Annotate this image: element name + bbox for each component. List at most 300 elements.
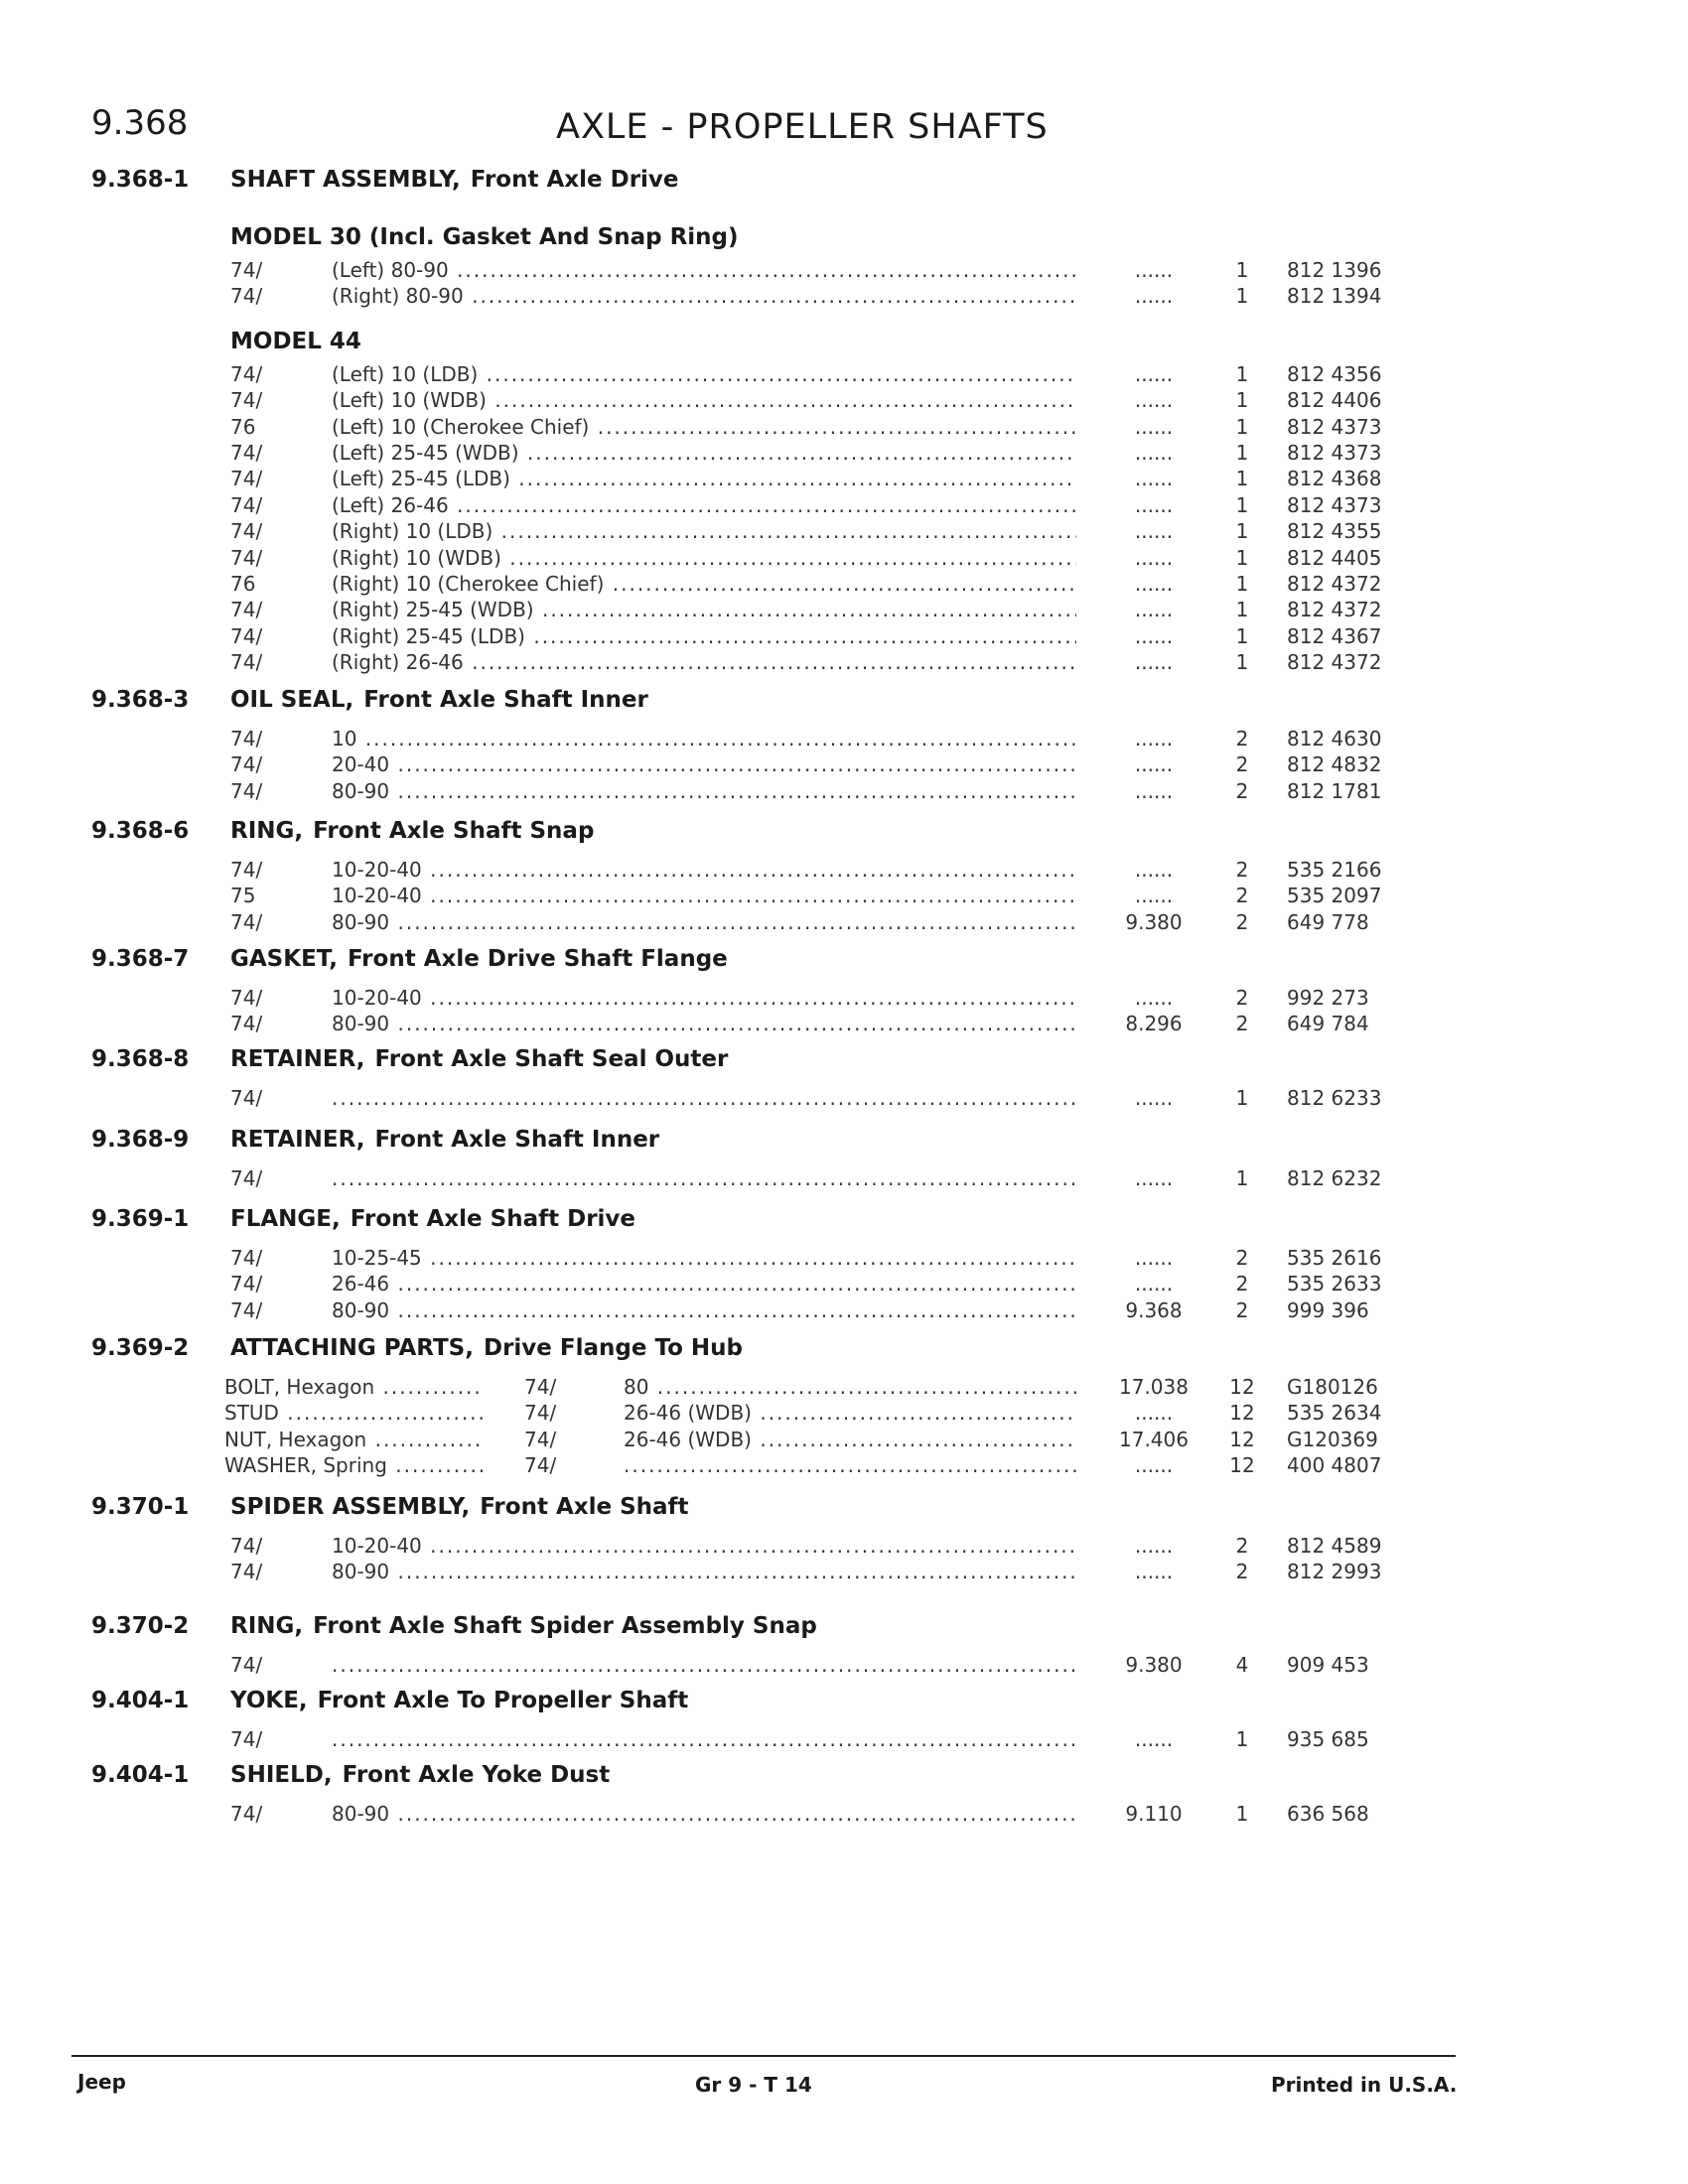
part-description: 10-20-40 ..... — [332, 884, 1076, 907]
part-reference: ...... — [1134, 1560, 1174, 1584]
section-header — [0, 946, 1688, 986]
part-row — [0, 986, 1688, 1012]
section-subtitle: Front Axle Yoke Dust — [342, 1762, 611, 1788]
part-row — [0, 1727, 1688, 1753]
part-reference: ...... — [1134, 258, 1174, 282]
part-number: 812 4589 — [1287, 1534, 1382, 1558]
part-row — [0, 1428, 1688, 1453]
part-reference: ...... — [1134, 284, 1174, 309]
section-name: FLANGE, — [230, 1206, 341, 1232]
part-row — [0, 1086, 1688, 1112]
part-reference: 17.038 — [1119, 1375, 1189, 1399]
footer-group-code: Gr 9 - T 14 — [695, 2073, 812, 2097]
part-name: BOLT, Hexagon ..... — [224, 1375, 483, 1399]
part-reference: 8.296 — [1125, 1012, 1183, 1036]
part-row — [0, 1246, 1688, 1272]
part-description: (Left) 25-45 (LDB) ..... — [332, 467, 1076, 490]
part-year: 74/ — [230, 467, 263, 491]
part-number: 812 6232 — [1287, 1166, 1382, 1190]
part-row — [0, 415, 1688, 441]
part-row — [0, 1453, 1688, 1479]
part-quantity: 4 — [1235, 1653, 1249, 1677]
part-row — [0, 1802, 1688, 1828]
part-row — [0, 624, 1688, 650]
part-number: 812 4406 — [1287, 388, 1382, 413]
part-number: 812 4367 — [1287, 623, 1382, 648]
section-title — [230, 1046, 728, 1072]
part-year: 74/ — [230, 388, 263, 413]
parts-section — [0, 1613, 1688, 1679]
part-quantity: 2 — [1235, 1297, 1249, 1322]
part-number: 812 4373 — [1287, 440, 1382, 465]
part-reference: ...... — [1134, 1086, 1174, 1110]
parts-section — [0, 1046, 1688, 1112]
part-row — [0, 858, 1688, 884]
part-number: 535 2633 — [1287, 1272, 1382, 1297]
section-name: SHAFT ASSEMBLY, — [230, 167, 461, 193]
part-reference: ...... — [1134, 414, 1174, 439]
part-reference: ...... — [1134, 650, 1174, 675]
part-number: 812 4368 — [1287, 467, 1382, 491]
part-description: 10-20-40 ..... — [332, 858, 1076, 882]
parts-section — [0, 818, 1688, 936]
part-year: 74/ — [230, 361, 263, 386]
part-reference: ...... — [1134, 361, 1174, 386]
section-header — [0, 167, 1688, 206]
part-reference: ...... — [1134, 598, 1174, 622]
part-number: 812 4373 — [1287, 414, 1382, 439]
part-row — [0, 1560, 1688, 1585]
part-number: 812 2993 — [1287, 1560, 1382, 1584]
part-quantity: 1 — [1235, 440, 1249, 465]
section-code: 9.368-1 — [91, 167, 190, 193]
part-quantity: 12 — [1229, 1453, 1255, 1478]
part-reference: ...... — [1134, 1166, 1174, 1190]
part-quantity: 1 — [1235, 258, 1249, 282]
part-description: (Left) 10 (Cherokee Chief) ..... — [332, 415, 1076, 439]
part-row — [0, 519, 1688, 545]
part-row — [0, 727, 1688, 752]
part-year: 74/ — [230, 858, 263, 882]
part-quantity: 1 — [1235, 650, 1249, 675]
section-title — [230, 1762, 610, 1788]
part-row — [0, 910, 1688, 936]
part-year: 74/ — [230, 440, 263, 465]
model-heading — [0, 224, 1688, 258]
part-year: 74/ — [230, 1086, 263, 1110]
page-title: AXLE - PROPELLER SHAFTS — [556, 107, 1049, 147]
section-subtitle: Front Axle Shaft Inner — [374, 1127, 660, 1153]
part-description: 80-90 ..... — [332, 1298, 1076, 1322]
part-number: 812 4372 — [1287, 571, 1382, 596]
part-number: 535 2166 — [1287, 858, 1382, 882]
part-description: (Right) 10 (Cherokee Chief) ..... — [332, 572, 1076, 596]
section-name: OIL SEAL, — [230, 687, 354, 713]
part-description: 80-90 ..... — [332, 1012, 1076, 1035]
part-description: 26-46 (WDB) ..... — [624, 1428, 1076, 1451]
part-description — [332, 1727, 1076, 1751]
part-description: (Right) 10 (WDB) ..... — [332, 546, 1076, 570]
part-quantity: 1 — [1235, 388, 1249, 413]
section-subtitle: Front Axle Shaft Inner — [363, 687, 648, 713]
parts-section — [0, 1127, 1688, 1192]
part-number: 812 1396 — [1287, 258, 1382, 282]
part-description: (Left) 10 (LDB) ..... — [332, 362, 1076, 386]
part-number: 636 568 — [1287, 1802, 1369, 1826]
part-reference: ...... — [1134, 492, 1174, 517]
part-quantity: 1 — [1235, 1166, 1249, 1190]
part-year: 74/ — [230, 284, 263, 309]
part-reference: ...... — [1134, 1727, 1174, 1751]
section-title — [230, 818, 594, 844]
part-description: 80-90 ..... — [332, 779, 1076, 803]
part-quantity: 1 — [1235, 492, 1249, 517]
section-header — [0, 687, 1688, 727]
section-title — [230, 1127, 659, 1153]
part-row — [0, 650, 1688, 676]
section-subtitle: Front Axle Shaft Seal Outer — [374, 1046, 729, 1072]
section-code: 9.368-9 — [91, 1127, 190, 1153]
section-header — [0, 1688, 1688, 1727]
section-title — [230, 1206, 635, 1232]
part-reference: ...... — [1134, 571, 1174, 596]
part-quantity: 2 — [1235, 1534, 1249, 1558]
part-quantity: 2 — [1235, 1272, 1249, 1297]
section-code: 9.370-1 — [91, 1494, 190, 1520]
part-description — [332, 1086, 1076, 1110]
part-year: 74/ — [230, 545, 263, 570]
part-year: 74/ — [230, 1012, 263, 1036]
part-row — [0, 752, 1688, 778]
part-description — [332, 1166, 1076, 1190]
part-description: 10-20-40 ..... — [332, 1534, 1076, 1558]
part-description: (Left) 80-90 ..... — [332, 258, 1076, 282]
section-name: SHIELD, — [230, 1762, 333, 1788]
parts-section — [0, 1206, 1688, 1324]
part-number: 535 2616 — [1287, 1246, 1382, 1270]
part-description: 80-90 ..... — [332, 1802, 1076, 1826]
part-reference: ...... — [1134, 884, 1174, 908]
part-reference: ...... — [1134, 778, 1174, 803]
part-description: 10 ..... — [332, 727, 1076, 751]
part-reference: 9.110 — [1125, 1802, 1183, 1826]
section-title — [230, 1688, 688, 1713]
part-number: G120369 — [1287, 1427, 1378, 1451]
section-code: 9.404-1 — [91, 1688, 190, 1713]
section-header — [0, 1762, 1688, 1802]
part-year: 74/ — [230, 1297, 263, 1322]
section-header — [0, 1613, 1688, 1653]
parts-section — [0, 167, 1688, 676]
part-reference: ...... — [1134, 727, 1174, 751]
part-year: 76 — [230, 414, 256, 439]
part-year: 74/ — [230, 1653, 263, 1677]
part-reference: ...... — [1134, 440, 1174, 465]
part-quantity: 1 — [1235, 467, 1249, 491]
part-quantity: 2 — [1235, 778, 1249, 803]
section-subtitle: Front Axle To Propeller Shaft — [317, 1688, 689, 1713]
part-reference: ...... — [1134, 519, 1174, 544]
part-reference: 9.380 — [1125, 1653, 1183, 1677]
part-quantity: 1 — [1235, 361, 1249, 386]
part-year: 74/ — [230, 650, 263, 675]
part-description: (Left) 26-46 ..... — [332, 493, 1076, 517]
part-number: 400 4807 — [1287, 1453, 1382, 1478]
part-description: (Right) 25-45 (LDB) ..... — [332, 624, 1076, 648]
parts-section — [0, 687, 1688, 805]
part-row — [0, 388, 1688, 414]
section-subtitle: Front Axle Shaft Spider Assembly Snap — [313, 1613, 817, 1639]
section-name: ATTACHING PARTS, — [230, 1335, 474, 1361]
section-subtitle: Front Axle Drive — [470, 167, 679, 193]
part-reference: ...... — [1134, 545, 1174, 570]
part-quantity: 2 — [1235, 752, 1249, 777]
part-description: 20-40 ..... — [332, 752, 1076, 776]
section-code: 9.370-2 — [91, 1613, 190, 1639]
part-quantity: 1 — [1235, 545, 1249, 570]
part-quantity: 1 — [1235, 414, 1249, 439]
part-year: 74/ — [230, 1246, 263, 1270]
part-number: 909 453 — [1287, 1653, 1369, 1677]
part-year: 76 — [230, 571, 256, 596]
part-year: 74/ — [524, 1401, 557, 1426]
footer-divider — [71, 2055, 1456, 2057]
part-row — [0, 779, 1688, 805]
footer-brand: Jeep — [77, 2070, 126, 2094]
part-description: (Right) 26-46 ..... — [332, 650, 1076, 674]
part-number: 812 4372 — [1287, 650, 1382, 675]
part-number: 812 4356 — [1287, 361, 1382, 386]
part-quantity: 1 — [1235, 598, 1249, 622]
part-quantity: 1 — [1235, 1086, 1249, 1110]
part-number: 935 685 — [1287, 1727, 1369, 1751]
part-reference: ...... — [1134, 388, 1174, 413]
part-description: 10-20-40 ..... — [332, 986, 1076, 1010]
part-number: 812 4373 — [1287, 492, 1382, 517]
part-quantity: 12 — [1229, 1375, 1255, 1399]
part-year: 74/ — [230, 778, 263, 803]
section-code: 9.368-3 — [91, 687, 190, 713]
part-year: 74/ — [230, 1166, 263, 1190]
part-year: 74/ — [230, 1272, 263, 1297]
part-year: 74/ — [230, 623, 263, 648]
section-subtitle: Drive Flange To Hub — [483, 1335, 743, 1361]
part-quantity: 2 — [1235, 1012, 1249, 1036]
part-quantity: 1 — [1235, 571, 1249, 596]
section-title — [230, 167, 679, 193]
part-year: 74/ — [524, 1375, 557, 1399]
part-row — [0, 1401, 1688, 1427]
parts-section — [0, 1494, 1688, 1586]
parts-section — [0, 1762, 1688, 1828]
section-header — [0, 1206, 1688, 1246]
part-name: STUD ..... — [224, 1401, 483, 1425]
part-quantity: 2 — [1235, 1246, 1249, 1270]
part-description: (Right) 10 (LDB) ..... — [332, 519, 1076, 543]
part-reference: ...... — [1134, 1534, 1174, 1558]
part-number: 649 784 — [1287, 1012, 1369, 1036]
model-heading — [0, 329, 1688, 362]
part-year: 74/ — [230, 727, 263, 751]
part-description: 80 ..... — [624, 1375, 1076, 1399]
section-header — [0, 818, 1688, 858]
part-quantity: 2 — [1235, 884, 1249, 908]
part-reference: 9.380 — [1125, 909, 1183, 934]
part-row — [0, 1375, 1688, 1401]
section-name: RETAINER, — [230, 1046, 365, 1072]
part-reference: ...... — [1134, 986, 1174, 1010]
part-description: 26-46 (WDB) ..... — [624, 1401, 1076, 1425]
part-number: 812 4372 — [1287, 598, 1382, 622]
section-header — [0, 1494, 1688, 1534]
section-code: 9.368-7 — [91, 946, 190, 972]
part-reference: ...... — [1134, 858, 1174, 882]
section-code: 9.404-1 — [91, 1762, 190, 1788]
model-heading-text: MODEL 44 — [230, 328, 361, 354]
page-number: 9.368 — [91, 103, 189, 143]
footer-printed: Printed in U.S.A. — [1271, 2073, 1458, 2097]
part-year: 74/ — [230, 909, 263, 934]
part-reference: ...... — [1134, 1246, 1174, 1270]
part-year: 75 — [230, 884, 256, 908]
section-title — [230, 687, 648, 713]
part-year: 74/ — [230, 1534, 263, 1558]
part-number: 812 1781 — [1287, 778, 1382, 803]
part-row — [0, 598, 1688, 623]
part-description — [332, 1653, 1076, 1677]
part-row — [0, 1653, 1688, 1679]
section-code: 9.369-1 — [91, 1206, 190, 1232]
section-header — [0, 1335, 1688, 1375]
part-reference: 9.368 — [1125, 1297, 1183, 1322]
section-name: RING, — [230, 818, 304, 844]
part-row — [0, 1166, 1688, 1192]
part-reference: ...... — [1134, 467, 1174, 491]
part-description: (Right) 25-45 (WDB) ..... — [332, 598, 1076, 621]
part-row — [0, 441, 1688, 467]
section-name: YOKE, — [230, 1688, 308, 1713]
part-description: (Right) 80-90 ..... — [332, 284, 1076, 308]
part-year: 74/ — [230, 1560, 263, 1584]
part-description: 26-46 ..... — [332, 1272, 1076, 1296]
part-year: 74/ — [230, 519, 263, 544]
part-year: 74/ — [230, 986, 263, 1010]
section-title — [230, 946, 728, 972]
part-name: NUT, Hexagon ..... — [224, 1428, 483, 1451]
part-number: 812 6233 — [1287, 1086, 1382, 1110]
section-header — [0, 1127, 1688, 1166]
part-reference: ...... — [1134, 623, 1174, 648]
part-row — [0, 546, 1688, 572]
part-quantity: 1 — [1235, 623, 1249, 648]
part-number: 535 2634 — [1287, 1401, 1382, 1426]
section-name: RETAINER, — [230, 1127, 365, 1153]
section-code: 9.369-2 — [91, 1335, 190, 1361]
model-heading-text: MODEL 30 (Incl. Gasket And Snap Ring) — [230, 224, 739, 250]
section-subtitle: Front Axle Drive Shaft Flange — [347, 946, 728, 972]
part-year: 74/ — [230, 752, 263, 777]
part-row — [0, 362, 1688, 388]
part-description: 10-25-45 ..... — [332, 1246, 1076, 1270]
part-quantity: 2 — [1235, 986, 1249, 1010]
part-row — [0, 1012, 1688, 1037]
part-quantity: 1 — [1235, 284, 1249, 309]
part-quantity: 12 — [1229, 1427, 1255, 1451]
part-row — [0, 884, 1688, 909]
section-code: 9.368-8 — [91, 1046, 190, 1072]
part-reference: ...... — [1134, 1453, 1174, 1478]
part-year: 74/ — [230, 258, 263, 282]
part-row — [0, 1534, 1688, 1560]
part-year: 74/ — [230, 1727, 263, 1751]
part-reference: ...... — [1134, 1272, 1174, 1297]
part-number: 812 4630 — [1287, 727, 1382, 751]
parts-section — [0, 946, 1688, 1038]
part-number: G180126 — [1287, 1375, 1378, 1399]
part-description: (Left) 10 (WDB) ..... — [332, 388, 1076, 412]
section-name: SPIDER ASSEMBLY, — [230, 1494, 471, 1520]
part-reference: ...... — [1134, 1401, 1174, 1426]
part-number: 535 2097 — [1287, 884, 1382, 908]
part-year: 74/ — [230, 492, 263, 517]
part-quantity: 12 — [1229, 1401, 1255, 1426]
part-row — [0, 1272, 1688, 1297]
section-name: GASKET, — [230, 946, 338, 972]
part-row — [0, 284, 1688, 310]
part-number: 812 4405 — [1287, 545, 1382, 570]
section-header — [0, 1046, 1688, 1086]
part-description: 80-90 ..... — [332, 1560, 1076, 1583]
part-row — [0, 1298, 1688, 1324]
section-subtitle: Front Axle Shaft Drive — [350, 1206, 636, 1232]
part-row — [0, 258, 1688, 284]
part-quantity: 2 — [1235, 858, 1249, 882]
section-title — [230, 1613, 817, 1639]
section-subtitle: Front Axle Shaft — [480, 1494, 689, 1520]
section-name: RING, — [230, 1613, 304, 1639]
part-quantity: 2 — [1235, 1560, 1249, 1584]
part-number: 992 273 — [1287, 986, 1369, 1010]
part-description: 80-90 ..... — [332, 910, 1076, 934]
part-year: 74/ — [230, 1802, 263, 1826]
part-number: 812 1394 — [1287, 284, 1382, 309]
parts-section — [0, 1688, 1688, 1753]
part-quantity: 1 — [1235, 1802, 1249, 1826]
part-number: 812 4355 — [1287, 519, 1382, 544]
part-year: 74/ — [524, 1427, 557, 1451]
section-title — [230, 1494, 689, 1520]
part-reference: 17.406 — [1119, 1427, 1189, 1451]
part-row — [0, 572, 1688, 598]
section-subtitle: Front Axle Shaft Snap — [313, 818, 595, 844]
part-row — [0, 467, 1688, 492]
part-quantity: 2 — [1235, 727, 1249, 751]
part-quantity: 2 — [1235, 909, 1249, 934]
part-quantity: 1 — [1235, 519, 1249, 544]
parts-section — [0, 1335, 1688, 1480]
part-number: 999 396 — [1287, 1297, 1369, 1322]
section-code: 9.368-6 — [91, 818, 190, 844]
part-number: 812 4832 — [1287, 752, 1382, 777]
part-year: 74/ — [230, 598, 263, 622]
part-row — [0, 493, 1688, 519]
part-description — [624, 1453, 1076, 1477]
section-title — [230, 1335, 743, 1361]
part-name: WASHER, Spring ..... — [224, 1453, 483, 1477]
part-quantity: 1 — [1235, 1727, 1249, 1751]
part-year: 74/ — [524, 1453, 557, 1478]
part-number: 649 778 — [1287, 909, 1369, 934]
